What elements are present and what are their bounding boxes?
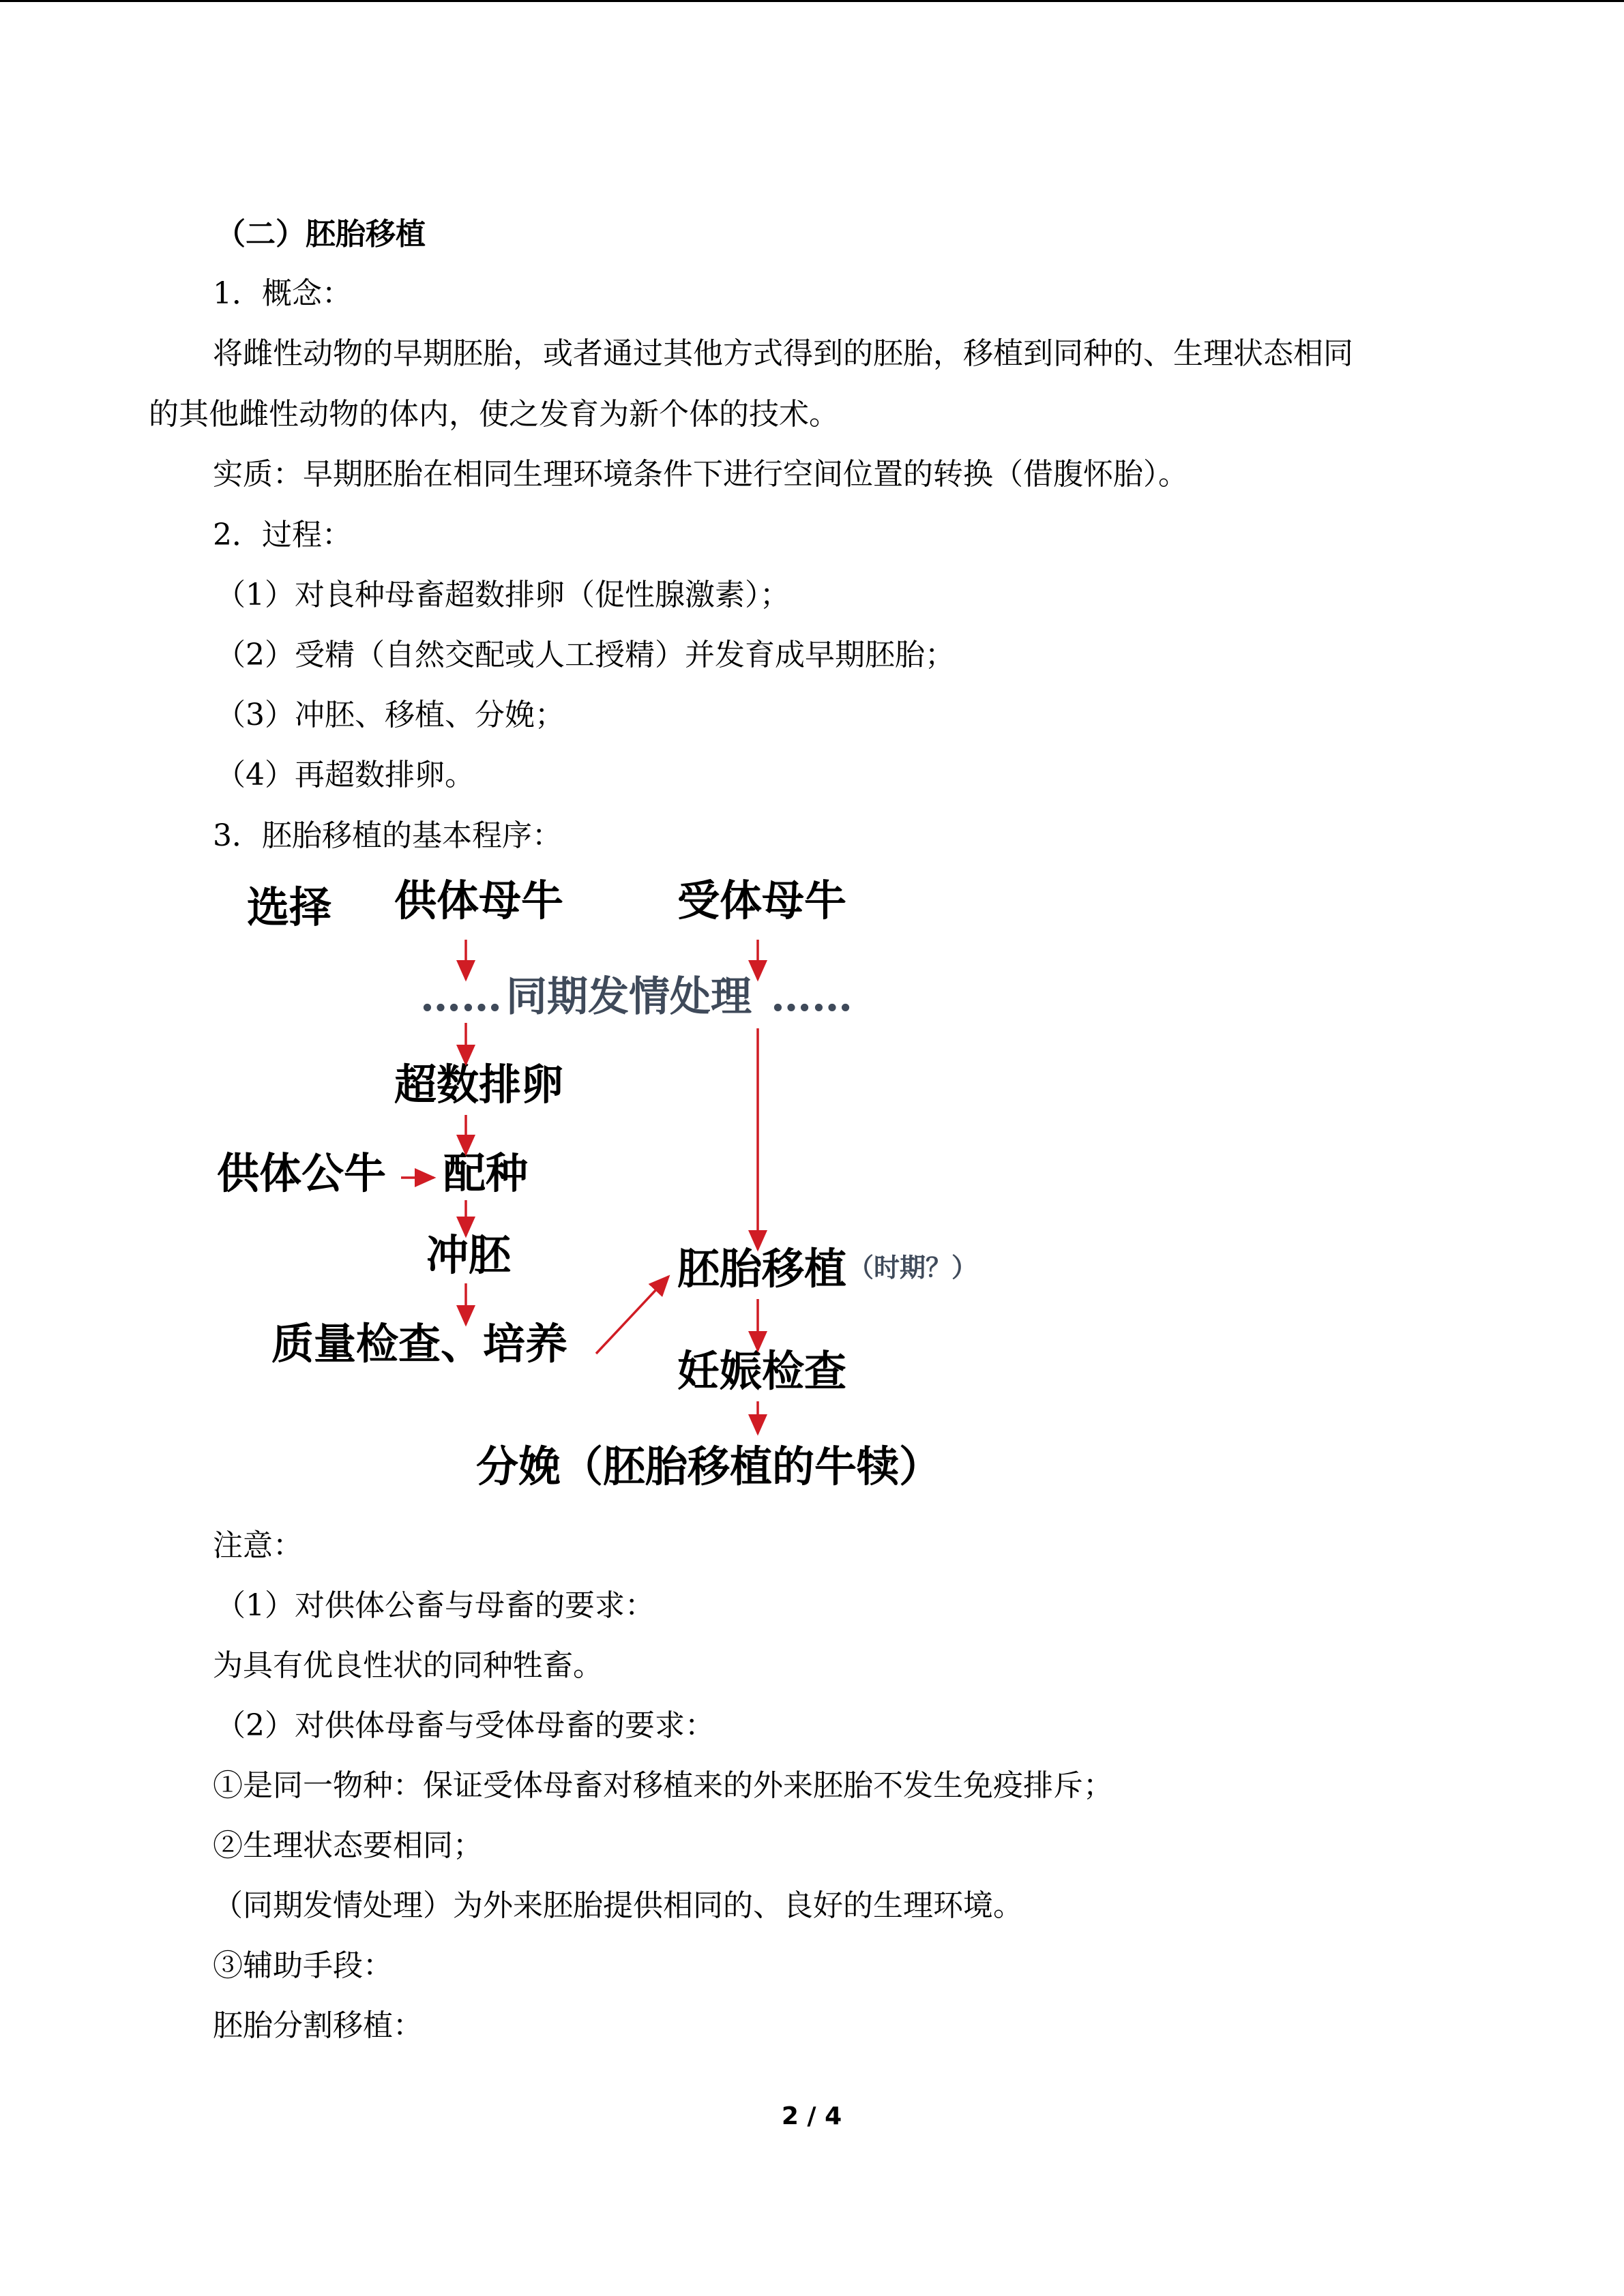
process-heading: 2．过程：: [213, 518, 352, 552]
concept-essence: 实质：早期胚胎在相同生理环境条件下进行空间位置的转换（借腹怀胎）。: [213, 457, 1188, 492]
node-birth: 分娩（胚胎移植的牛犊）: [476, 1442, 942, 1491]
node-superovulation: 超数排卵: [394, 1060, 564, 1109]
requirement-2-item-2-detail: （同期发情处理）为外来胚胎提供相同的、良好的生理环境。: [213, 1888, 1023, 1923]
concept-definition-line-2: 的其他雌性动物的体内，使之发育为新个体的技术。: [149, 397, 839, 432]
process-step-3: （3）冲胚、移植、分娩；: [216, 698, 565, 732]
dots-left: ……: [420, 973, 502, 1021]
requirement-2-heading: （2）对供体母畜与受体母畜的要求：: [216, 1708, 715, 1743]
process-step-4: （4）再超数排卵。: [216, 758, 475, 792]
node-mating: 配种: [443, 1148, 529, 1198]
node-embryo-transfer: 胚胎移植: [677, 1244, 847, 1294]
node-donor-bull: 供体公牛: [217, 1148, 387, 1198]
embryo-transfer-flowchart: [0, 859, 1624, 1514]
notes-heading: 注意：: [213, 1528, 303, 1563]
dots-right: ……: [771, 973, 853, 1021]
top-border-line: [0, 0, 1624, 2]
node-flush-embryo: 冲胚: [426, 1230, 512, 1280]
requirement-2-item-1: ①是同一物种：保证受体母畜对移植来的外来胚胎不发生免疫排斥；: [213, 1768, 1113, 1803]
concept-heading: 1．概念：: [213, 276, 352, 311]
process-step-1: （1）对良种母畜超数排卵（促性腺激素）；: [216, 578, 790, 612]
node-sync-estrus: 同期发情处理: [506, 973, 752, 1021]
node-select: 选择: [247, 882, 332, 932]
node-donor-cow: 供体母牛: [394, 876, 564, 925]
node-quality-check: 质量检查、培养: [271, 1319, 568, 1369]
requirement-2-item-3-detail: 胚胎分割移植：: [213, 2008, 423, 2043]
procedure-heading: 3．胚胎移植的基本程序：: [213, 818, 562, 853]
requirement-2-item-3: ③辅助手段：: [213, 1948, 393, 1983]
requirement-2-item-2: ②生理状态要相同；: [213, 1828, 483, 1863]
concept-definition-line-1: 将雌性动物的早期胚胎，或者通过其他方式得到的胚胎，移植到同种的、生理状态相同: [213, 336, 1353, 371]
node-transfer-timing-note: （时期？）: [848, 1252, 978, 1283]
page-number: 2 / 4: [781, 2102, 842, 2130]
requirement-1-body: 为具有优良性状的同种牲畜。: [213, 1648, 603, 1683]
arrow-quality-to-transfer: [596, 1277, 668, 1354]
node-recipient-cow: 受体母牛: [677, 876, 847, 925]
node-pregnancy-check: 妊娠检查: [677, 1346, 847, 1396]
section-title: （二）胚胎移植: [216, 217, 426, 252]
requirement-1-heading: （1）对供体公畜与母畜的要求：: [216, 1588, 655, 1623]
process-step-2: （2）受精（自然交配或人工授精）并发育成早期胚胎；: [216, 638, 955, 672]
